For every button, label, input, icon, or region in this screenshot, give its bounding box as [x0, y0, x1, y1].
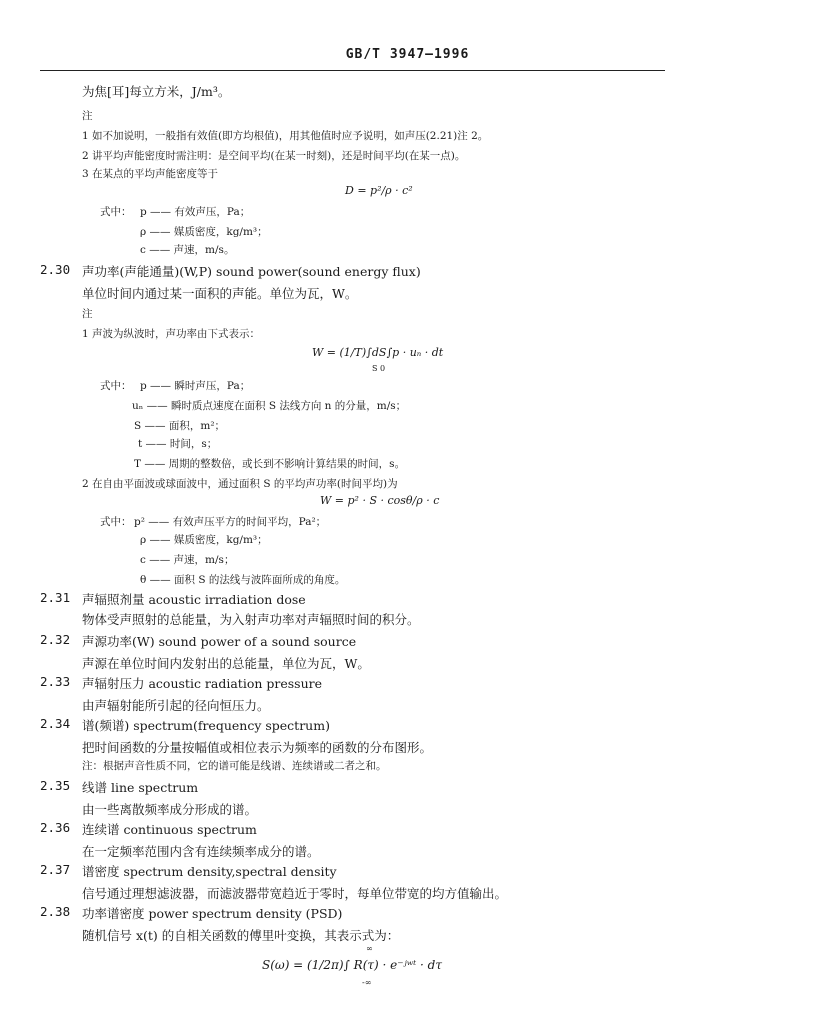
symbol-definition: uₙ —— 瞬时质点速度在面积 S 法线方向 n 的分量，m/s； — [132, 400, 407, 412]
section-definition: 信号通过理想滤波器，而滤波器带宽趋近于零时，每单位带宽的均方值输出。 — [82, 886, 508, 901]
section-title: 声源功率(W) sound power of a sound source — [82, 634, 357, 649]
section-number: 2.38 — [40, 904, 71, 919]
symbol-definition: p —— 有效声压，Pa； — [140, 206, 251, 218]
section-title: 声功率(声能通量)(W,P) sound power(sound energy flux) — [82, 264, 421, 279]
note-item: 2 讲平均声能密度时需注明：是空间平均(在某一时刻)，还是时间平均(在某一点)。 — [82, 150, 466, 162]
section-title: 声辐射压力 acoustic radiation pressure — [82, 676, 322, 691]
section-title: 谱(频谱) spectrum(frequency spectrum) — [82, 718, 330, 733]
integral-lower-limit: -∞ — [362, 978, 372, 987]
symbol-definition: S —— 面积，m²； — [134, 420, 226, 432]
where-label: 式中： — [100, 206, 132, 218]
symbol-definition: c —— 声速，m/s； — [140, 554, 235, 566]
integral-limits: S 0 — [372, 364, 386, 373]
note-label: 注 — [82, 110, 93, 122]
symbol-definition: p —— 瞬时声压，Pa； — [140, 380, 251, 392]
section-title: 声辐照剂量 acoustic irradiation dose — [82, 592, 306, 607]
symbol-definition: ρ —— 媒质密度，kg/m³； — [140, 534, 268, 546]
section-number: 2.31 — [40, 590, 71, 605]
section-definition: 单位时间内通过某一面积的声能。单位为瓦，W。 — [82, 286, 358, 301]
unit-line: 为焦[耳]每立方米，J/m³。 — [82, 84, 231, 99]
section-title: 谱密度 spectrum density,spectral density — [82, 864, 337, 879]
section-title: 线谱 line spectrum — [82, 780, 199, 795]
symbol-definition: p² —— 有效声压平方的时间平均，Pa²； — [134, 516, 327, 528]
section-definition: 声源在单位时间内发射出的总能量，单位为瓦，W。 — [82, 656, 370, 671]
where-label: 式中： — [100, 380, 132, 392]
section-number: 2.37 — [40, 862, 71, 877]
note-item: 1 声波为纵波时，声功率由下式表示： — [82, 328, 261, 340]
section-number: 2.35 — [40, 778, 71, 793]
header-rule — [40, 70, 665, 71]
section-number: 2.32 — [40, 632, 71, 647]
section-definition: 在一定频率范围内含有连续频率成分的谱。 — [82, 844, 320, 859]
section-number: 2.34 — [40, 716, 71, 731]
symbol-definition: t —— 时间，s； — [138, 438, 218, 450]
section-definition: 随机信号 x(t) 的自相关函数的傅里叶变换，其表示式为： — [82, 928, 400, 943]
integral-upper-limit: ∞ — [366, 944, 373, 953]
symbol-definition: c —— 声速，m/s。 — [140, 244, 235, 256]
symbol-definition: θ —— 面积 S 的法线与波阵面所成的角度。 — [140, 574, 346, 586]
section-definition: 由一些离散频率成分形成的谱。 — [82, 802, 258, 817]
where-label: 式中： — [100, 516, 132, 528]
symbol-definition: ρ —— 媒质密度，kg/m³； — [140, 226, 268, 238]
section-note: 注：根据声音性质不同，它的谱可能是线谱、连续谱或二者之和。 — [82, 760, 387, 772]
mean-power-formula: W = p² · S · cosθ/ρ · c — [320, 494, 440, 507]
symbol-definition: T —— 周期的整数倍，或长到不影响计算结果的时间，s。 — [134, 458, 406, 470]
section-number: 2.36 — [40, 820, 71, 835]
section-title: 功率谱密度 power spectrum density (PSD) — [82, 906, 343, 921]
note-item: 2 在自由平面波或球面波中，通过面积 S 的平均声功率(时间平均)为 — [82, 478, 398, 490]
energy-density-formula: D = p²/ρ · c² — [345, 184, 413, 197]
section-definition: 物体受声照射的总能量，为入射声功率对声辐照时间的积分。 — [82, 612, 420, 627]
section-title: 连续谱 continuous spectrum — [82, 822, 257, 837]
sound-power-formula: W = (1/T)∫dS∫p · uₙ · dt — [312, 346, 444, 359]
section-number: 2.33 — [40, 674, 71, 689]
section-number: 2.30 — [40, 262, 71, 277]
standard-header: GB/T 3947—1996 — [345, 47, 470, 62]
section-definition: 由声辐射能所引起的径向恒压力。 — [82, 698, 270, 713]
note-label: 注 — [82, 308, 93, 320]
note-item: 3 在某点的平均声能密度等于 — [82, 168, 219, 180]
note-item: 1 如不加说明，一般指有效值(即方均根值)，用其他值时应予说明，如声压(2.21)注 2。 — [82, 130, 489, 142]
section-definition: 把时间函数的分量按幅值或相位表示为频率的函数的分布图形。 — [82, 740, 433, 755]
psd-formula: S(ω) = (1/2π)∫ R(τ) · e⁻ʲʷᵗ · dτ — [262, 958, 442, 972]
